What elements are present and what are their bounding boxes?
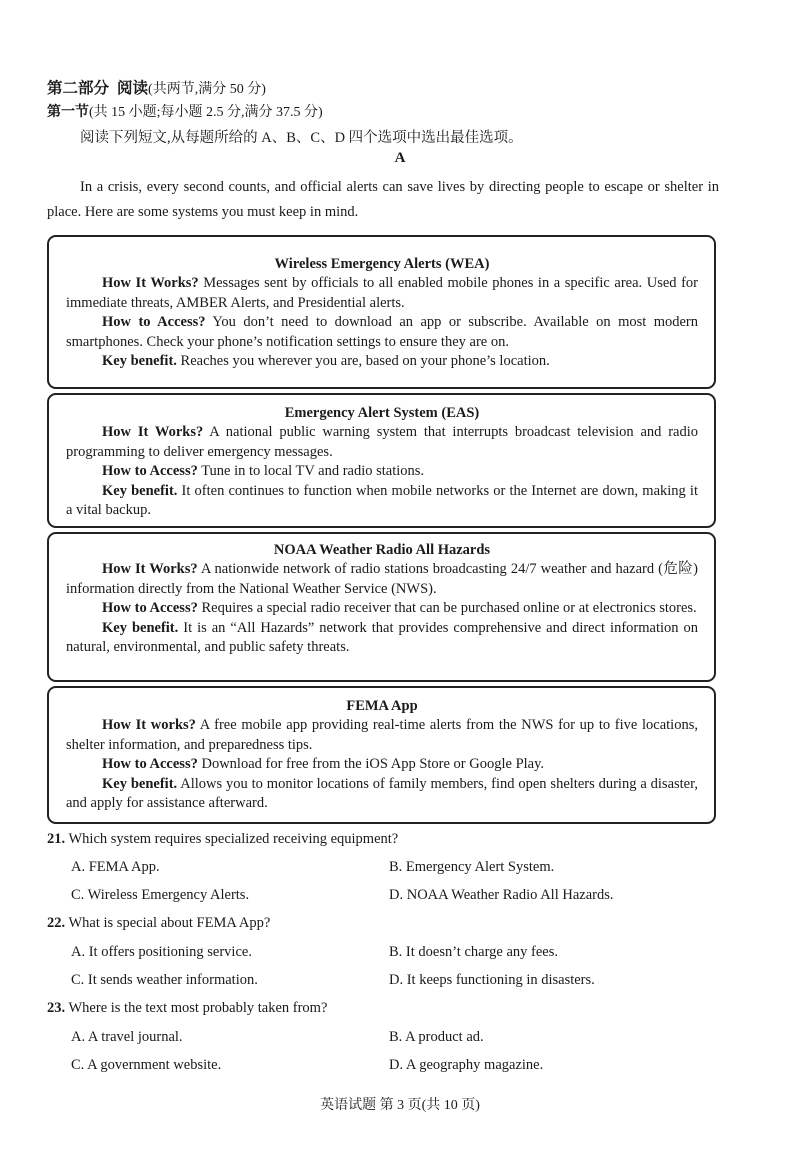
box-label: Key benefit. <box>102 482 178 499</box>
option-22-a[interactable]: A. It offers positioning service. <box>71 944 252 960</box>
box-text: Reaches you wherever you are, based on your phone’s location. <box>176 353 550 370</box>
box-paragraph <box>66 775 698 814</box>
box-title: NOAA Weather Radio All Hazards <box>273 542 491 558</box>
box-paragraph <box>66 462 698 482</box>
option-22-d[interactable]: D. It keeps functioning in disasters. <box>389 972 595 988</box>
box-text: A nationwide network of radio stations broadcasting 24/7 weather and hazard (危险) information directly from the National Weather Service (NWS). <box>66 561 698 597</box>
passage-letter: A <box>394 150 406 166</box>
page-footer: 英语试题 第 3 页(共 10 页) <box>320 1098 480 1113</box>
box-paragraph <box>66 423 698 462</box>
section-heading <box>47 101 323 121</box>
question-stem: What is special about FEMA App? <box>65 915 271 931</box>
option-21-c[interactable]: C. Wireless Emergency Alerts. <box>71 887 250 903</box>
info-box-noaa <box>47 532 716 682</box>
option-21-a[interactable]: A. FEMA App. <box>71 859 160 875</box>
box-label: How to Access? <box>102 314 206 331</box>
box-paragraph <box>66 313 698 352</box>
box-text: Download for free from the iOS App Store or Google Play. <box>197 756 545 773</box>
section-note: (共 15 小题;每小题 2.5 分,满分 37.5 分) <box>89 105 323 120</box>
box-text: Messages sent by officials to all enabled mobile phones in a specific area. Used for immediate threats, AMBER Alerts, and Presidential alerts. <box>66 275 698 311</box>
question-number: 23. <box>47 1000 66 1016</box>
box-paragraph <box>66 482 698 521</box>
question-stem: Where is the text most probably taken from? <box>65 1000 328 1016</box>
box-text: Tune in to local TV and radio stations. <box>197 463 425 480</box>
box-title: Emergency Alert System (EAS) <box>284 405 480 421</box>
part-label: 第二部分 <box>47 79 110 97</box>
box-paragraph <box>66 274 698 313</box>
box-label: Key benefit. <box>102 775 178 792</box>
info-box-eas <box>47 393 716 528</box>
box-text: You don’t need to download an app or subscribe. Available on most modern smartphones. Check your phone’s notification settings to ensure they are on. <box>66 314 699 350</box>
part-note: (共两节,满分 50 分) <box>148 82 266 97</box>
question-23 <box>47 1000 327 1017</box>
option-22-c[interactable]: C. It sends weather information. <box>71 972 258 988</box>
question-21 <box>47 831 398 848</box>
question-stem: Which system requires specialized receiving equipment? <box>65 831 399 847</box>
box-text: A national public warning system that interrupts broadcast television and radio programming to deliver emergency messages. <box>66 424 699 460</box>
box-label: Key benefit. <box>102 353 177 370</box>
instruction-text: 阅读下列短文,从每题所给的 A、B、C、D 四个选项中选出最佳选项。 <box>80 130 523 146</box>
box-text: Requires a special radio receiver that can be purchased online or at electronics stores. <box>197 600 697 617</box>
option-23-c[interactable]: C. A government website. <box>71 1057 222 1073</box>
box-paragraph <box>66 755 698 775</box>
option-23-d[interactable]: D. A geography magazine. <box>389 1057 544 1073</box>
info-box-fema <box>47 686 716 824</box>
info-box-wea <box>47 235 716 389</box>
option-21-b[interactable]: B. Emergency Alert System. <box>389 859 555 875</box>
box-paragraph <box>66 560 698 599</box>
option-23-b[interactable]: B. A product ad. <box>389 1029 484 1045</box>
question-number: 21. <box>47 831 66 847</box>
box-text: It often continues to function when mobile networks or the Internet are down, making it a vital backup. <box>66 482 698 519</box>
option-23-a[interactable]: A. A travel journal. <box>71 1029 183 1045</box>
box-label: How to Access? <box>102 600 198 617</box>
box-paragraph <box>66 619 698 658</box>
section-label: 第一节 <box>47 104 89 120</box>
box-paragraph <box>66 352 698 372</box>
box-paragraph <box>66 716 698 755</box>
question-number: 22. <box>47 915 66 931</box>
option-22-b[interactable]: B. It doesn’t charge any fees. <box>389 944 558 960</box>
box-label: Key benefit. <box>102 619 179 636</box>
part-heading <box>47 76 266 98</box>
box-label: How It works? <box>102 717 196 733</box>
box-label: How to Access? <box>102 463 198 480</box>
box-text: It is an “All Hazards” network that provides comprehensive and direct information on natural, environmental, and public safety threats. <box>66 619 698 656</box>
box-label: How It Works? <box>102 424 204 440</box>
box-text: A free mobile app providing real-time alerts from the NWS for up to five locations, shelter information, and preparedness tips. <box>66 717 698 753</box>
box-title: FEMA App <box>346 698 418 714</box>
option-21-d[interactable]: D. NOAA Weather Radio All Hazards. <box>389 887 614 903</box>
part-name: 阅读 <box>117 79 149 97</box>
passage-intro: In a crisis, every second counts, and official alerts can save lives by directing people to escape or shelter in place. Here are some systems you must keep in mind. <box>47 179 719 220</box>
box-title: Wireless Emergency Alerts (WEA) <box>274 256 490 272</box>
question-22 <box>47 915 270 932</box>
box-label: How It Works? <box>102 275 199 291</box>
box-label: How to Access? <box>102 756 198 773</box>
box-label: How It Works? <box>102 561 198 577</box>
box-paragraph <box>66 599 698 619</box>
box-text: Allows you to monitor locations of family members, find open shelters during a disaster, and apply for assistance afterward. <box>66 775 698 812</box>
